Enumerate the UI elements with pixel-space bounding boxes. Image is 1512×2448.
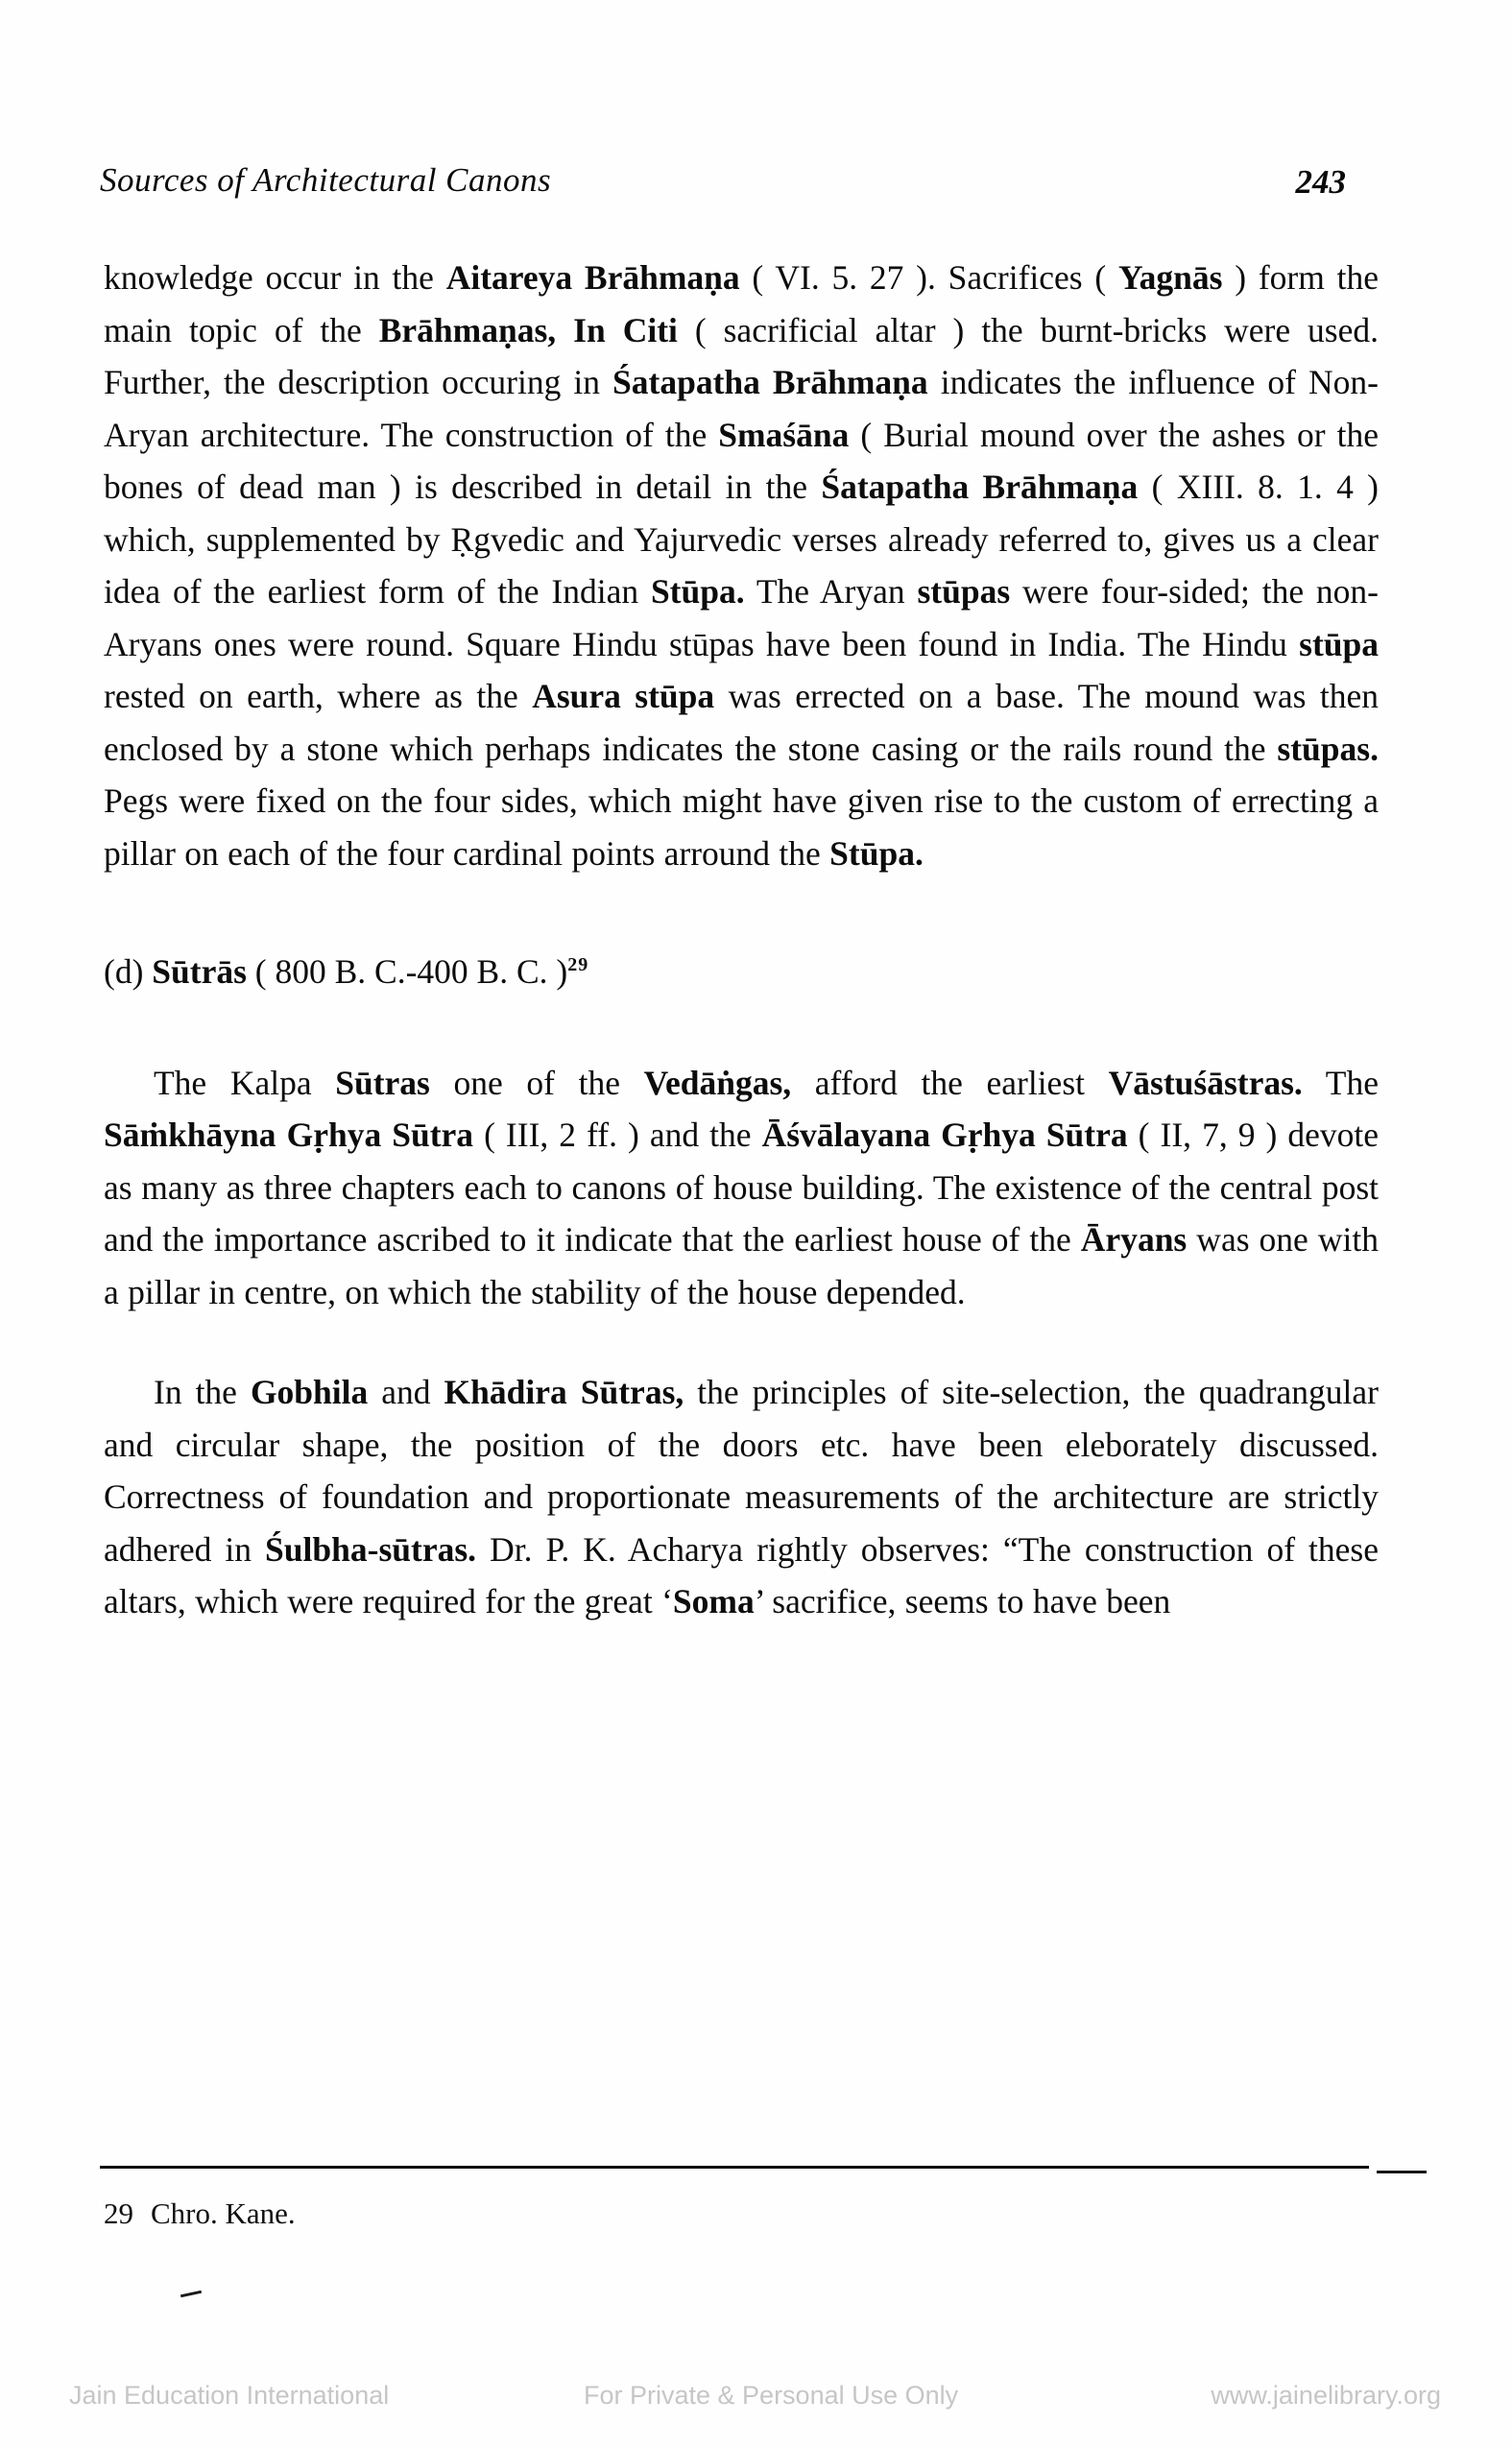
footnote-reference-marker: 29 xyxy=(567,954,589,975)
paragraph-kalpa-sutras: The Kalpa Sūtras one of the Vedāṅgas, afford the earliest Vāstuśāstras. The Sāṁkhāyna Gṛhya Sūtra ( III, 2 ff. ) and the Āśvālayana Gṛhya Sūtra ( II, 7, 9 ) devote as many as three chapters each to canons of house building. The existence of the central post and the importance ascribed to it indicate that the earliest house of the Āryans was one with a pillar in centre, on which the stability of the house depended. xyxy=(104,1063,1379,1311)
paragraph-spacer-2 xyxy=(104,1318,1379,1366)
section-heading-text: (d) Sūtrās ( 800 B. C.-400 B. C. ) xyxy=(104,951,568,991)
heading-spacer xyxy=(104,997,1379,1057)
scan-artifact-mark xyxy=(180,2291,202,2298)
footer-website-url[interactable]: www.jainelibrary.org xyxy=(1211,2380,1441,2410)
footer-usage-notice: For Private & Personal Use Only xyxy=(584,2380,959,2410)
paragraph-gobhila-khadira: In the Gobhila and Khādira Sūtras, the principles of site-selection, the quadrangular and circular shape, the position of the doors etc. have been eleborately discussed. Correctness of foundation and proportionate measurements of the architecture are strictly adhered in Śulbha-sūtras. Dr. P. K. Acharya rightly observes: “The construction of these altars, which were required for the great ‘Soma’ sacrifice, seems to have been xyxy=(104,1373,1379,1621)
page-number: 243 xyxy=(1295,163,1346,201)
body-text-column xyxy=(104,252,1379,1628)
footnote-entry xyxy=(104,2193,1256,2235)
section-heading-sutras xyxy=(104,939,1379,997)
footnote-number: 29 xyxy=(104,2196,133,2230)
footnote-separator-rule xyxy=(100,2166,1369,2169)
footnote-text: Chro. Kane. xyxy=(151,2196,296,2230)
library-watermark-footer xyxy=(0,2373,1512,2417)
running-head-title: Sources of Architectural Canons xyxy=(100,161,552,199)
paragraph-spacer xyxy=(104,879,1379,939)
running-head xyxy=(100,161,1425,219)
paragraph-stupa: knowledge occur in the Aitareya Brāhmaṇa ( VI. 5. 27 ). Sacrifices ( Yagnās ) form the main topic of the Brāhmaṇas, In Citi ( sacrificial altar ) the burnt-bricks were used. Further, the description occuring in Śatapatha Brāhmaṇa indicates the influence of Non-Aryan architecture. The construction of the Smaśāna ( Burial mound over the ashes or the bones of dead man ) is described in detail in the Śatapatha Brāhmaṇa ( XIII. 8. 1. 4 ) which, supplemented by Ṛgvedic and Yajurvedic verses already referred to, gives us a clear idea of the earliest form of the Indian Stūpa. The Aryan stūpas were four-sided; the non-Aryans ones were round. Square Hindu stūpas have been found in India. The Hindu stūpa rested on earth, where as the Asura stūpa was errected on a base. The mound was then enclosed by a stone which perhaps indicates the stone casing or the rails round the stūpas. Pegs were fixed on the four sides, which might have given rise to the custom of errecting a pillar on each of the four cardinal points arround the Stūpa. xyxy=(104,258,1380,873)
footer-organization: Jain Education International xyxy=(69,2380,390,2410)
